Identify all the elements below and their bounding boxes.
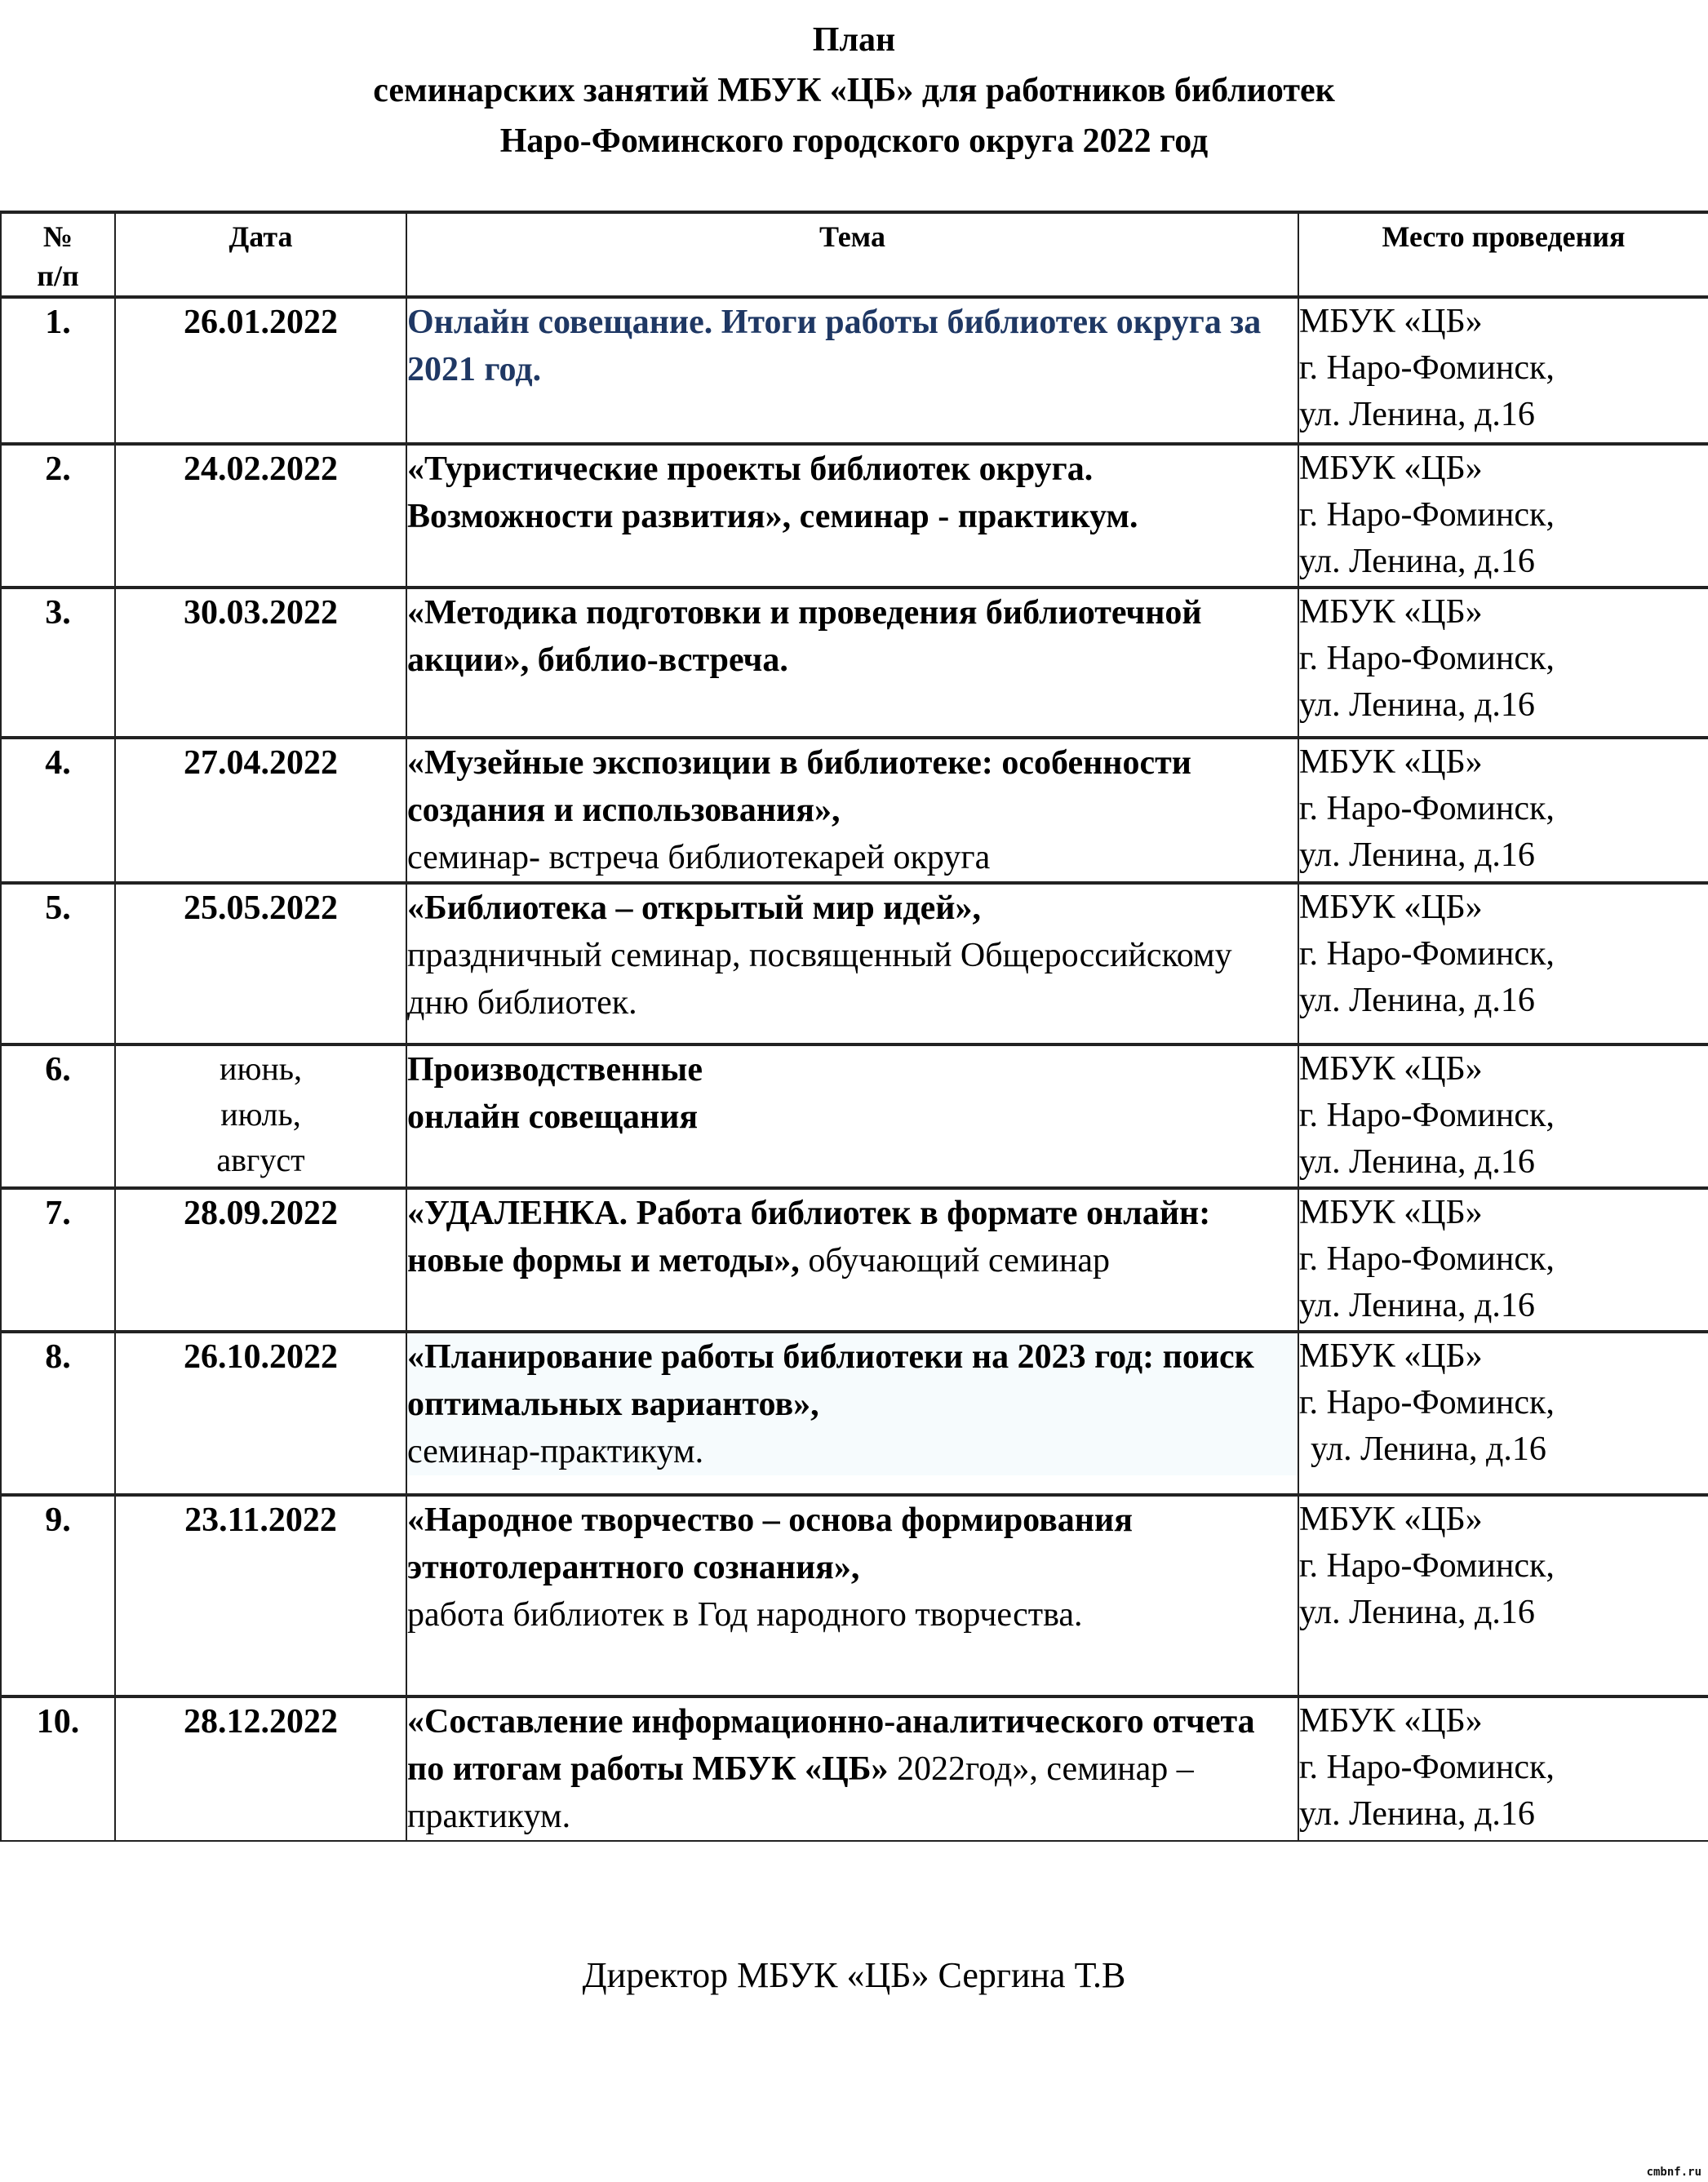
row-number: 9. [1,1495,115,1696]
row-place [1298,1495,1708,1696]
place-line: г. Наро-Фоминск, [1299,349,1555,387]
place-line: ул. Ленина, д.16 [1299,396,1535,433]
row-place [1298,297,1708,444]
place-line: г. Наро-Фоминск, [1299,1547,1555,1585]
header-num-line2: п/п [37,259,79,292]
row-number: 10. [1,1696,115,1841]
row-topic [406,444,1298,588]
place-line: МБУК «ЦБ» [1299,1501,1483,1538]
table-row [1,738,1708,883]
topic-description: обучающий семинар [799,1242,1110,1279]
topic-text [407,1333,1298,1475]
date-line: 25.05.2022 [184,889,338,927]
table-row [1,444,1708,588]
topic-description: семинар- встреча библиотекарей округа [407,839,991,876]
row-date [115,1044,406,1188]
topic-description: семинар-практикум. [407,1433,704,1470]
place-line: МБУК «ЦБ» [1299,450,1483,487]
date-line: июль, [220,1096,301,1133]
date-line: август [216,1142,305,1178]
place-line: ул. Ленина, д.16 [1299,686,1535,724]
row-number: 5. [1,883,115,1044]
table-header-row [1,212,1708,297]
place-line: г. Наро-Фоминск, [1299,1384,1555,1421]
table-row [1,1044,1708,1188]
title-line-2: семинарских занятий МБУК «ЦБ» для работников библиотек [373,72,1335,109]
table-row [1,297,1708,444]
topic-text [407,739,1298,881]
table-row [1,1495,1708,1696]
place-line: МБУК «ЦБ» [1299,303,1483,340]
table-row [1,1696,1708,1841]
row-number: 8. [1,1332,115,1495]
row-number: 2. [1,444,115,588]
row-topic [406,1332,1298,1495]
row-place [1298,883,1708,1044]
row-number: 3. [1,588,115,738]
topic-title: «Методика подготовки и проведения библиотечной акции», библио-встреча. [407,594,1202,679]
topic-description: 2022год», семинар –практикум. [407,1750,1194,1835]
place-line: г. Наро-Фоминск, [1299,1240,1555,1278]
topic-description: работа библиотек в Год народного творчества. [407,1596,1083,1634]
date-line: июнь, [220,1050,302,1087]
row-place [1298,1332,1708,1495]
row-date [115,297,406,444]
header-date: Дата [115,212,406,297]
date-line: 26.10.2022 [184,1338,338,1376]
table-row [1,588,1708,738]
row-date [115,1332,406,1495]
row-date [115,1696,406,1841]
title-line-3: Наро-Фоминского городского округа 2022 год [499,122,1209,160]
topic-bold-line: Производственные [407,1051,703,1089]
topic-title: «Музейные экспозиции в библиотеке: особенности создания и использования», [407,744,1191,829]
place-line: МБУК «ЦБ» [1299,889,1483,926]
header-topic: Тема [406,212,1298,297]
date-line: 28.12.2022 [184,1703,338,1741]
seminar-plan-table [0,211,1708,1842]
date-line: 23.11.2022 [184,1501,337,1539]
topic-text [407,1046,1298,1141]
place-line: МБУК «ЦБ» [1299,1194,1483,1231]
topic-text [407,1698,1298,1840]
row-topic [406,297,1298,444]
date-line: 30.03.2022 [184,594,338,632]
place-line: г. Наро-Фоминск, [1299,935,1555,973]
director-signature: Директор МБУК «ЦБ» Сергина Т.В [582,1955,1126,1995]
place-line: ул. Ленина, д.16 [1299,1594,1535,1631]
place-line: МБУК «ЦБ» [1299,1050,1483,1088]
place-line: ул. Ленина, д.16 [1299,543,1535,580]
place-line: г. Наро-Фоминск, [1299,496,1555,534]
row-topic [406,1495,1298,1696]
row-place [1298,738,1708,883]
row-place [1298,1044,1708,1188]
date-line: 26.01.2022 [184,304,338,341]
place-line: ул. Ленина, д.16 [1299,982,1535,1019]
row-date [115,588,406,738]
place-line: г. Наро-Фоминск, [1299,790,1555,827]
place-line: г. Наро-Фоминск, [1299,640,1555,677]
row-place [1298,1696,1708,1841]
title-line-1: План [812,21,896,59]
table-row [1,1332,1708,1495]
place-line: МБУК «ЦБ» [1299,1337,1483,1375]
header-place: Место проведения [1298,212,1708,297]
topic-title: «Планирование работы библиотеки на 2023 год: поиск оптимальных вариантов», [407,1338,1254,1423]
row-date [115,444,406,588]
row-place [1298,588,1708,738]
place-line: МБУК «ЦБ» [1299,593,1483,631]
row-date [115,883,406,1044]
row-topic [406,1044,1298,1188]
header-num [1,212,115,297]
table-row [1,883,1708,1044]
topic-title: «УДАЛЕНКА. Работа библиотек в формате онлайн: новые формы и методы», [407,1195,1211,1279]
place-line: ул. Ленина, д.16 [1299,1287,1535,1324]
row-topic [406,1696,1298,1841]
place-line: г. Наро-Фоминск, [1299,1097,1555,1134]
row-date [115,1188,406,1332]
row-date [115,1495,406,1696]
topic-text [407,1497,1298,1639]
table-row [1,1188,1708,1332]
place-line: МБУК «ЦБ» [1299,1702,1483,1740]
topic-title: «Народное творчество – основа формирования этнотолерантного сознания», [407,1501,1133,1586]
row-topic [406,588,1298,738]
topic-title: «Туристические проекты библиотек округа. Возможности развития», семинар - практикум. [407,450,1138,535]
date-line: 24.02.2022 [184,450,338,488]
topic-title: «Составление информационно-аналитического отчета по итогам работы МБУК «ЦБ» [407,1703,1255,1788]
row-place [1298,1188,1708,1332]
row-number: 1. [1,297,115,444]
place-line: ул. Ленина, д.16 [1311,1430,1546,1468]
topic-text [407,885,1298,1027]
row-topic [406,1188,1298,1332]
topic-title: Онлайн совещание. Итоги работы библиотек округа за 2021 год. [407,304,1262,388]
header-num-line1: № [42,220,73,253]
place-line: г. Наро-Фоминск, [1299,1749,1555,1786]
place-line: ул. Ленина, д.16 [1299,1795,1535,1833]
row-topic [406,883,1298,1044]
topic-text [407,1190,1298,1284]
row-number: 7. [1,1188,115,1332]
row-date [115,738,406,883]
row-number: 6. [1,1044,115,1188]
topic-text [407,589,1298,684]
place-line: ул. Ленина, д.16 [1299,836,1535,874]
document-title [0,15,1708,166]
place-line: ул. Ленина, д.16 [1299,1143,1535,1181]
place-line: МБУК «ЦБ» [1299,743,1483,781]
row-place [1298,444,1708,588]
topic-text [407,299,1298,393]
date-line: 28.09.2022 [184,1195,338,1232]
topic-description: праздничный семинар, посвященный Общероссийскому дню библиотек. [407,937,1232,1022]
row-topic [406,738,1298,883]
topic-title: «Библиотека – открытый мир идей», [407,889,981,927]
topic-bold-line: онлайн совещания [407,1098,699,1136]
topic-text [407,446,1298,540]
row-number: 4. [1,738,115,883]
site-watermark: cmbnf.ru [1646,2166,1701,2179]
date-line: 27.04.2022 [184,744,338,782]
